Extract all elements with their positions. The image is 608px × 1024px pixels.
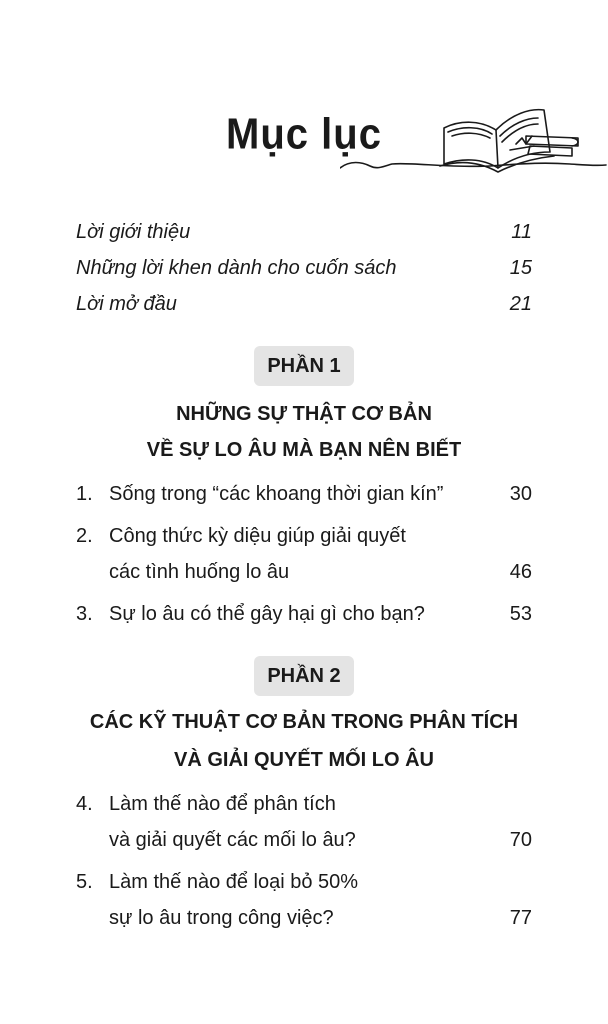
toc-item-label: Lời giới thiệu [76,221,191,243]
chapter-number: 2. [76,525,93,547]
intro-list [76,216,532,324]
chapter-title-continued: và giải quyết các mối lo âu? [109,829,356,851]
chapter-page: 77 [509,907,532,929]
chapter-number: 3. [76,603,93,625]
toc-chapter-2[interactable] [76,518,532,590]
chapter-number: 5. [76,871,93,893]
toc-item-praise[interactable] [76,252,532,288]
chapter-title: Công thức kỳ diệu giúp giải quyết [109,525,406,547]
part-1-heading-line-1: NHỮNG SỰ THẬT CƠ BẢN [176,403,432,425]
chapter-title: Làm thế nào để phân tích [109,793,336,815]
toc-chapter-3[interactable] [76,596,532,632]
chapter-page: 30 [509,483,532,505]
toc-item-preface[interactable] [76,288,532,324]
toc-item-label: Lời mở đầu [76,293,177,315]
chapter-title: Làm thế nào để loại bỏ 50% [109,871,359,893]
part-2-badge: PHẦN 2 [254,656,354,696]
chapter-page: 46 [509,561,532,583]
part-2-heading-line-2: VÀ GIẢI QUYẾT MỐI LO ÂU [173,749,434,771]
toc-chapter-5[interactable] [76,864,532,936]
toc-item-introduction[interactable] [76,216,532,252]
chapter-number: 1. [76,483,93,505]
toc-item-label: Những lời khen dành cho cuốn sách [76,257,397,279]
part-1-heading-line-2: VỀ SỰ LO ÂU MÀ BẠN NÊN BIẾT [146,439,462,461]
part-1-badge: PHẦN 1 [254,346,354,386]
chapter-title: Sống trong “các khoang thời gian kín” [109,483,444,505]
toc-chapter-4[interactable] [76,786,532,858]
chapter-page: 53 [509,603,532,625]
chapter-page: 70 [509,829,532,851]
toc-item-page: 21 [509,293,532,315]
part-2-chapter-list [76,786,532,936]
toc-item-page: 15 [509,257,532,279]
chapter-title-continued: các tình huống lo âu [109,561,290,583]
chapter-number: 4. [76,793,93,815]
chapter-title-continued: sự lo âu trong công việc? [109,907,334,929]
toc-item-page: 11 [511,221,532,243]
part-2-heading-line-1: CÁC KỸ THUẬT CƠ BẢN TRONG PHÂN TÍCH [89,711,519,733]
chapter-title: Sự lo âu có thể gây hại gì cho bạn? [109,603,425,625]
open-book-illustration [340,90,608,180]
toc-chapter-1[interactable] [76,476,532,512]
part-1-chapter-list [76,476,532,632]
page-title: Mục lục [226,109,382,159]
